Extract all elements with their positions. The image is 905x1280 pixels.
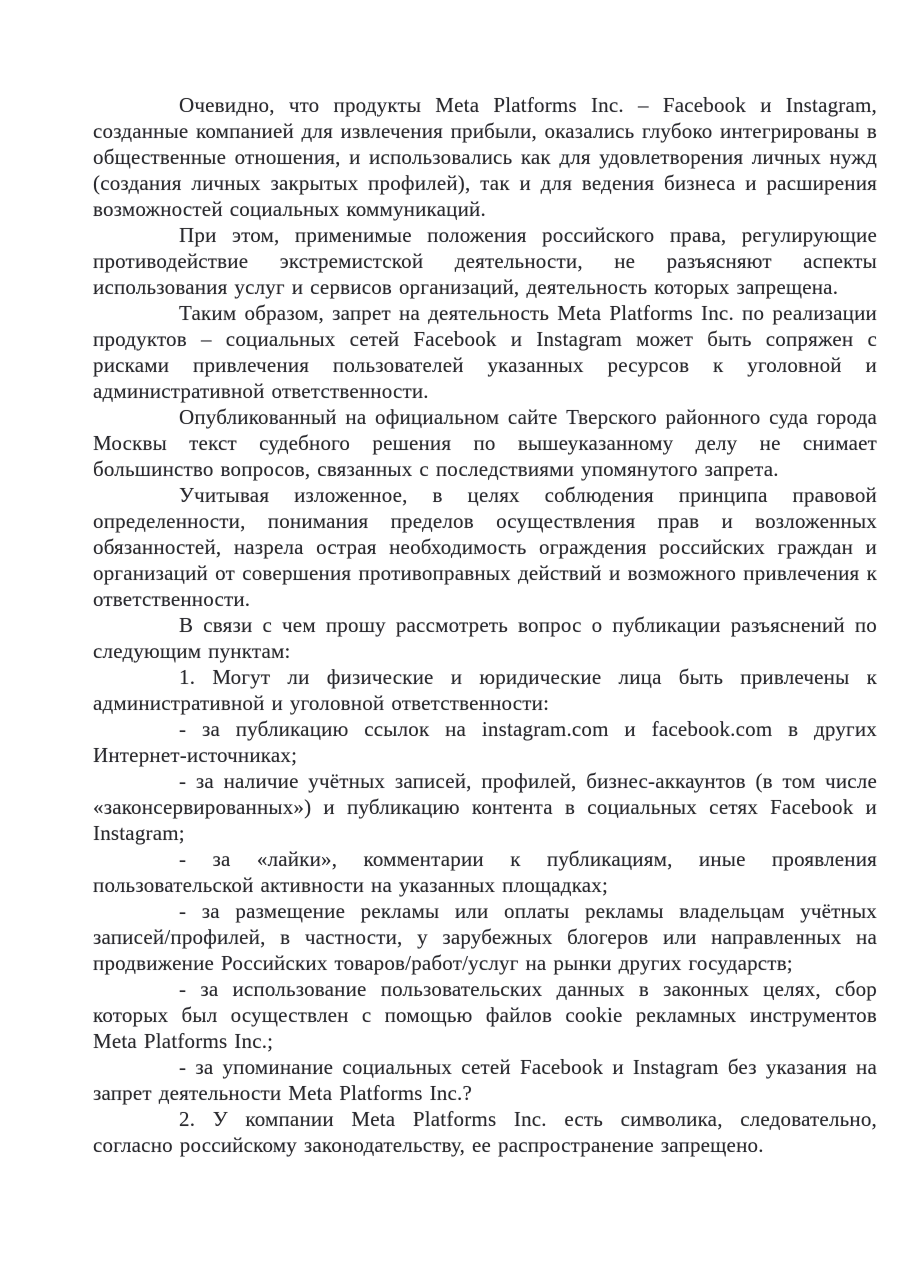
paragraph: Таким образом, запрет на деятельность Meta Platforms Inc. по реализации продуктов – социальных сетей Facebook и Instagram может быть сопряжен с рисками привлечения пользователей указанных ресурсов к уголовной и административной ответственности. (93, 301, 877, 403)
paragraph: - за публикацию ссылок на instagram.com и facebook.com в других Интернет-источниках; (93, 717, 877, 767)
paragraph: При этом, применимые положения российского права, регулирующие противодействие экстремистской деятельности, не разъясняют аспекты использования услуг и сервисов организаций, деятельность которых запрещена. (93, 223, 877, 299)
paragraph: - за наличие учётных записей, профилей, бизнес-аккаунтов (в том числе «законсервированных») и публикацию контента в социальных сетях Facebook и Instagram; (93, 769, 877, 845)
paragraph: 2. У компании Meta Platforms Inc. есть символика, следовательно, согласно российскому законодательству, ее распространение запрещено. (93, 1107, 877, 1157)
paragraph: Очевидно, что продукты Meta Platforms Inc. – Facebook и Instagram, созданные компанией для извлечения прибыли, оказались глубоко интегрированы в общественные отношения, и использовались как для удовлетворения личных нужд (создания личных закрытых профилей), так и для ведения бизнеса и расширения возможностей социальных коммуникаций. (93, 93, 877, 221)
paragraph: - за упоминание социальных сетей Facebook и Instagram без указания на запрет деятельности Meta Platforms Inc.? (93, 1055, 877, 1105)
document-body (93, 92, 877, 1158)
paragraph: 1. Могут ли физические и юридические лица быть привлечены к административной и уголовной ответственности: (93, 665, 877, 715)
paragraph: Опубликованный на официальном сайте Тверского районного суда города Москвы текст судебного решения по вышеуказанному делу не снимает большинство вопросов, связанных с последствиями упомянутого запрета. (93, 405, 877, 481)
paragraph: В связи с чем прошу рассмотреть вопрос о публикации разъяснений по следующим пунктам: (93, 613, 877, 663)
paragraph: - за использование пользовательских данных в законных целях, сбор которых был осуществлен с помощью файлов cookie рекламных инструментов Meta Platforms Inc.; (93, 977, 877, 1053)
paragraph: - за размещение рекламы или оплаты рекламы владельцам учётных записей/профилей, в частности, у зарубежных блогеров или направленных на продвижение Российских товаров/работ/услуг на рынки других государств; (93, 899, 877, 975)
paragraph: - за «лайки», комментарии к публикациям, иные проявления пользовательской активности на указанных площадках; (93, 847, 877, 897)
paragraph: Учитывая изложенное, в целях соблюдения принципа правовой определенности, понимания пределов осуществления прав и возложенных обязанностей, назрела острая необходимость ограждения российских граждан и организаций от совершения противоправных действий и возможного привлечения к ответственности. (93, 483, 877, 611)
